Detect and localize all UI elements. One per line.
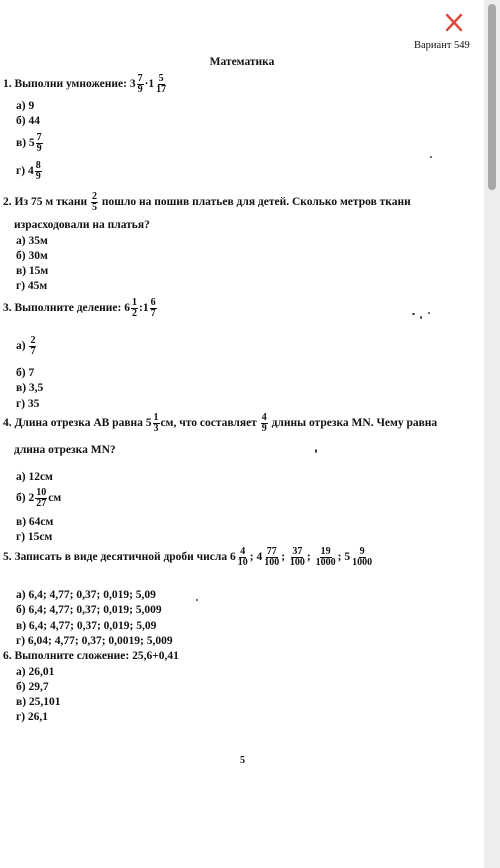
fraction: $\frac{19}{1000}$	[315, 546, 336, 568]
option-4b: б) 2 $\frac{10}{27}$ см	[16, 487, 62, 509]
fraction: $\frac{2}{5}$	[92, 191, 98, 213]
fraction: $\frac{9}{1000}$	[352, 546, 373, 568]
fraction: $\frac{1}{2}$	[132, 297, 137, 319]
option-5d: г) 6,04; 4,77; 0,37; 0,0019; 5,009	[16, 635, 173, 647]
option-3a: а) $\frac{2}{7}$	[16, 335, 36, 357]
scan-speck	[428, 312, 430, 314]
fraction: $\frac{6}{7}$	[150, 297, 156, 319]
option-1d: г) 4 $\frac{8}{9}$	[16, 160, 41, 182]
question-1: 1. Выполни умножение: 3 $\frac{7}{9}$ ·1 $\frac{5}{17}$	[3, 73, 167, 95]
option-2c: в) 15м	[16, 265, 49, 277]
close-button[interactable]	[438, 10, 470, 38]
option-4c: в) 64см	[16, 516, 54, 528]
option-4d: г) 15см	[16, 531, 53, 543]
fraction: $\frac{37}{100}$	[289, 546, 305, 568]
option-1c: в) 5 $\frac{7}{9}$	[16, 132, 42, 154]
scan-speck	[412, 313, 415, 315]
question-6: 6. Выполните сложение: 25,6+0,41	[3, 650, 179, 662]
option-2d: г) 45м	[16, 280, 48, 292]
question-2-line-2: израсходовали на платья?	[14, 219, 150, 231]
option-4a: а) 12см	[16, 471, 53, 483]
option-1a: а) 9	[16, 100, 35, 112]
question-3: 3. Выполните деление: 6 $\frac{1}{2}$ :1 $\frac{6}{7}$	[3, 297, 156, 319]
option-1b: б) 44	[16, 115, 40, 127]
fraction: $\frac{7}{9}$	[36, 132, 42, 154]
scan-speck	[315, 449, 317, 453]
fraction: $\frac{4}{10}$	[237, 546, 248, 568]
fraction: $\frac{4}{9}$	[261, 412, 267, 434]
question-4: 4. Длина отрезка АВ равна 5 $\frac{1}{3}$ см, что составляет $\frac{4}{9}$ длины отрезка MN. Чему равна	[3, 412, 438, 434]
question-5: 5. Записать в виде десятичной дроби числа 6 $\frac{4}{10}$ ; 4 $\frac{77}{100}$ ; $\frac{37}{100}$ ; $\frac{19}{1000}$ ; 5 $\frac{9}{1000}$	[3, 546, 373, 568]
fraction: $\frac{7}{9}$	[137, 73, 143, 95]
fraction: $\frac{2}{7}$	[30, 335, 36, 357]
option-6a: а) 26,01	[16, 666, 55, 678]
option-5c: в) 6,4; 4,77; 0,37; 0,019; 5,09	[16, 620, 157, 632]
fraction: $\frac{5}{17}$	[156, 73, 167, 95]
option-5a: а) 6,4; 4,77; 0,37; 0,019; 5,09	[16, 589, 156, 601]
question-2: 2. Из 75 м ткани $\frac{2}{5}$ пошло на пошив платьев для детей. Сколько метров ткани	[3, 191, 411, 213]
fraction: $\frac{1}{3}$	[153, 412, 159, 434]
scan-speck	[420, 316, 422, 319]
close-icon	[438, 10, 470, 38]
option-3c: в) 3,5	[16, 382, 44, 394]
scan-speck	[430, 156, 432, 158]
option-6d: г) 26,1	[16, 711, 49, 723]
page-number: 5	[240, 755, 245, 766]
option-2b: б) 30м	[16, 250, 48, 262]
option-2a: а) 35м	[16, 235, 48, 247]
scrollbar-thumb[interactable]	[488, 4, 496, 190]
question-1-text: 1. Выполни умножение:	[3, 78, 127, 91]
option-3d: г) 35	[16, 398, 40, 410]
option-5b: б) 6,4; 4,77; 0,37; 0,019; 5,009	[16, 604, 162, 616]
fraction: $\frac{77}{100}$	[264, 546, 280, 568]
fraction: $\frac{10}{27}$	[36, 487, 47, 509]
option-6b: б) 29,7	[16, 681, 49, 693]
variant-label: Вариант 549	[414, 40, 470, 51]
option-3b: б) 7	[16, 367, 35, 379]
question-4-line-2: длина отрезка MN?	[14, 444, 116, 456]
page-title: Математика	[209, 56, 275, 68]
fraction: $\frac{8}{9}$	[35, 160, 41, 182]
scan-speck	[196, 599, 198, 601]
option-6c: в) 25,101	[16, 696, 61, 708]
